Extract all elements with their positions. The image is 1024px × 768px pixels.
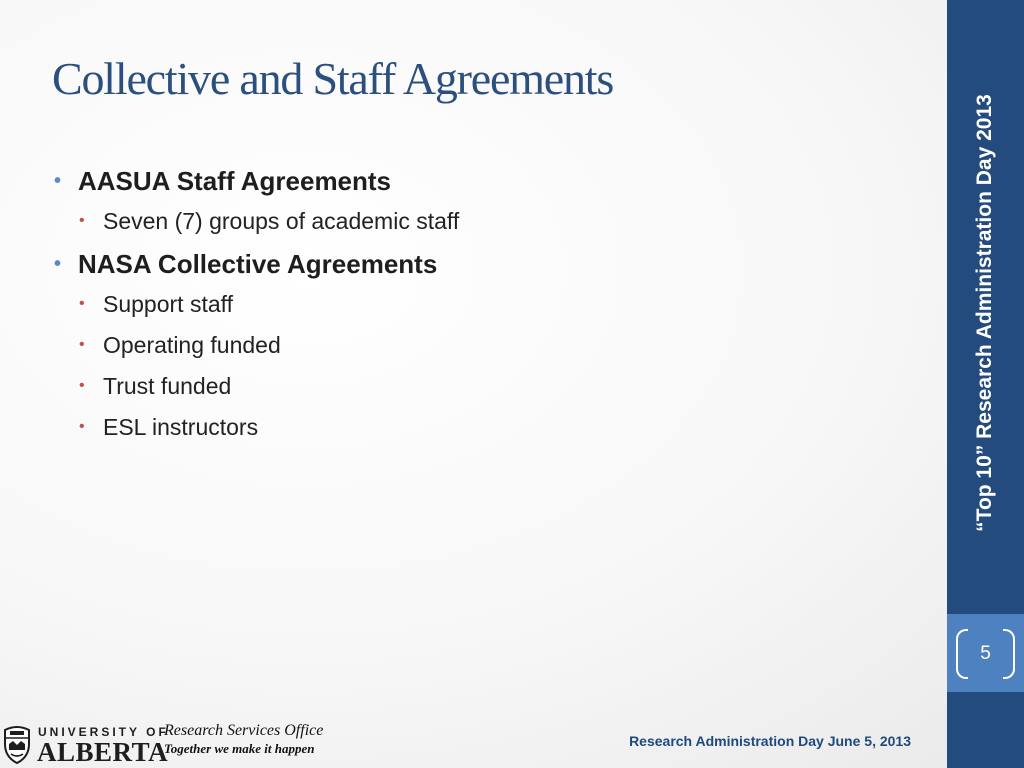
- university-logo: [2, 722, 169, 767]
- university-name: ALBERTA: [37, 737, 169, 767]
- sub-bullet-icon: •: [79, 377, 85, 394]
- page-number-frame: [956, 629, 1015, 677]
- sub-bullet-icon: •: [79, 336, 85, 353]
- bullet-list: [54, 164, 914, 453]
- sub-bullet-text: Operating funded: [103, 332, 281, 358]
- page-number-panel: [947, 614, 1024, 692]
- sub-bullet-text: Support staff: [103, 291, 233, 317]
- page-number: 5: [980, 643, 991, 664]
- university-crest-icon: [2, 724, 32, 764]
- sub-bullet-item: [54, 371, 914, 401]
- bullet-text: NASA Collective Agreements: [78, 249, 438, 279]
- office-tagline: Together we make it happen: [164, 741, 315, 756]
- sub-bullet-icon: •: [79, 418, 85, 435]
- bullet-item-nasa: [54, 247, 914, 281]
- sidebar-event-label: “Top 10” Research Administration Day 2013: [973, 94, 996, 532]
- bullet-icon: •: [54, 170, 62, 192]
- sub-bullet-icon: •: [79, 295, 85, 312]
- bullet-icon: •: [54, 253, 62, 275]
- sub-bullet-item: [54, 330, 914, 360]
- sub-bullet-item: [54, 412, 914, 442]
- university-line: UNIVERSITY OF: [38, 725, 169, 739]
- bullet-text: AASUA Staff Agreements: [78, 166, 392, 196]
- footer-event-text: Research Administration Day June 5, 2013: [629, 733, 911, 749]
- sub-bullet-icon: •: [79, 212, 85, 229]
- office-block: [164, 721, 323, 758]
- sub-bullet-text: Trust funded: [103, 373, 232, 399]
- sub-bullet-item: [54, 206, 914, 236]
- office-name: Research Services Office: [164, 722, 324, 739]
- sub-bullet-text: Seven (7) groups of academic staff: [103, 208, 460, 234]
- sub-bullet-text: ESL instructors: [103, 414, 259, 440]
- bullet-item-aasua: [54, 164, 914, 198]
- sub-bullet-item: [54, 289, 914, 319]
- slide-title: Collective and Staff Agreements: [52, 53, 614, 104]
